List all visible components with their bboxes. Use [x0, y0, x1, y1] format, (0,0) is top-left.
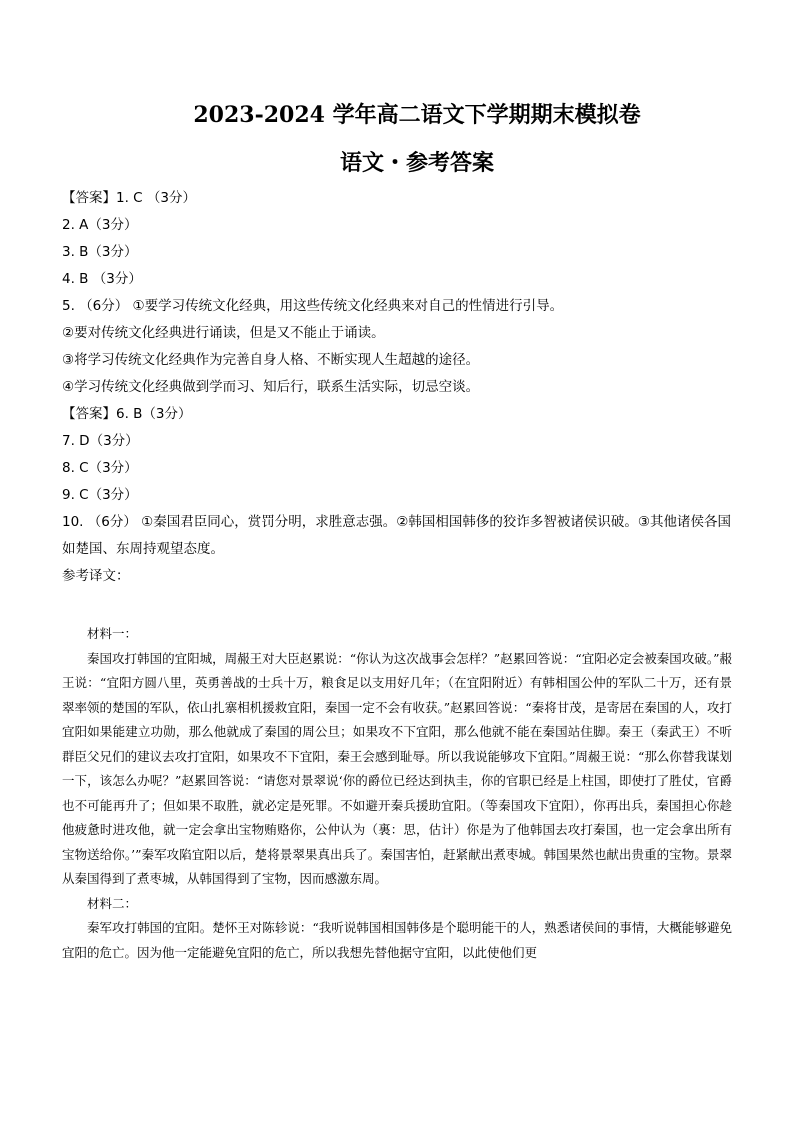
page-title: 2023-2024 学年高二语文下学期期末模拟卷 [193, 102, 641, 128]
page-subtitle: 语文・参考答案 [339, 150, 494, 176]
answer-6: 【答案】6. B（3分） [62, 406, 192, 422]
answer-9: 9. C（3分） [62, 487, 138, 503]
answer-4: 4. B （3分） [62, 271, 142, 287]
translation-body [62, 622, 732, 965]
answer-8: 8. C（3分） [62, 460, 138, 476]
answer-1: 【答案】1. C （3分） [62, 190, 196, 206]
answer-5-point-4: ④学习传统文化经典做到学而习、知后行，联系生活实际，切忌空谈。 [62, 379, 480, 395]
material-1-heading: 材料一： [87, 626, 138, 641]
answer-10: 10. （6分） ①秦国君臣同心，赏罚分明，求胜意志强。②韩国相国韩侈的狡诈多智被诸侯识破。③其他诸侯各国如楚国、东周持观望态度。 [62, 514, 731, 557]
answer-list [62, 185, 732, 590]
material-2-heading: 材料二： [87, 895, 138, 911]
answer-2: 2. A（3分） [62, 217, 138, 233]
answer-5: 5. （6分） ①要学习传统文化经典，用这些传统文化经典来对自己的性情进行引导。 [62, 298, 564, 314]
translation-label: 参考译文： [62, 568, 130, 584]
material-1-text: 秦国攻打韩国的宜阳城，周赧王对大臣赵累说：“你认为这次战事会怎样？”赵累回答说：“宜阳必定会被秦国攻破。”赧王说：“宜阳方圆八里，英勇善战的士兵十万，粮食足以支用好几年；（在宜阳附近）有韩相国公仲的军队二十万，还有景翠率领的楚国的军队，依山扎寨相机援救宜阳，秦国一定不会有收获。”赵累回答说：“秦将甘茂，是寄居在秦国的人，攻打宜阳如果能建立功勋，那么他就成了秦国的周公旦；如果攻不下宜阳，那么他就不能在秦国站住脚。秦王（秦武王）不听群臣父兄们的建议去攻打宜阳，如果攻不下宜阳，秦王会感到耻辱。所以我说能够攻下宜阳。”周赧王说：“那么你替我谋划一下，该怎么办呢？”赵累回答说：“请您对景翠说‘你的爵位已经达到执圭，你的官职已经是上柱国，即使打了胜仗，官爵也不可能再升了；但如果不取胜，就必定是死罪。不如避开秦兵援助宜阳。（等秦国攻下宜阳），你再出兵，秦国担心你趁他疲惫时进攻他，就一定会拿出宝物贿赂你，公仲认为（裏：思，估计）你是为了他韩国去攻打秦国，也一定会拿出所有宝物送给你。’”秦军攻陷宜阳以后，楚将景翠果真出兵了。秦国害怕，赶紧献出煮枣城。韩国果然也献出贵重的宝物。景翠从秦国得到了煮枣城，从韩国得到了宝物，因而感激东周。 [62, 650, 732, 886]
answer-5-point-3: ③将学习传统文化经典作为完善自身人格、不断实现人生超越的途径。 [62, 352, 480, 368]
answer-3: 3. B（3分） [62, 244, 138, 260]
answer-7: 7. D（3分） [62, 433, 139, 449]
answer-5-point-2: ②要对传统文化经典进行诵读，但是又不能止于诵读。 [62, 325, 385, 341]
material-2-text: 秦军攻打韩国的宜阳。楚怀王对陈轸说：“我听说韩国相国韩侈是个聪明能干的人，熟悉诸侯间的事情，大概能够避免宜阳的危亡。因为他一定能避免宜阳的危亡，所以我想先替他据守宜阳，以此使他们更 [62, 920, 732, 960]
